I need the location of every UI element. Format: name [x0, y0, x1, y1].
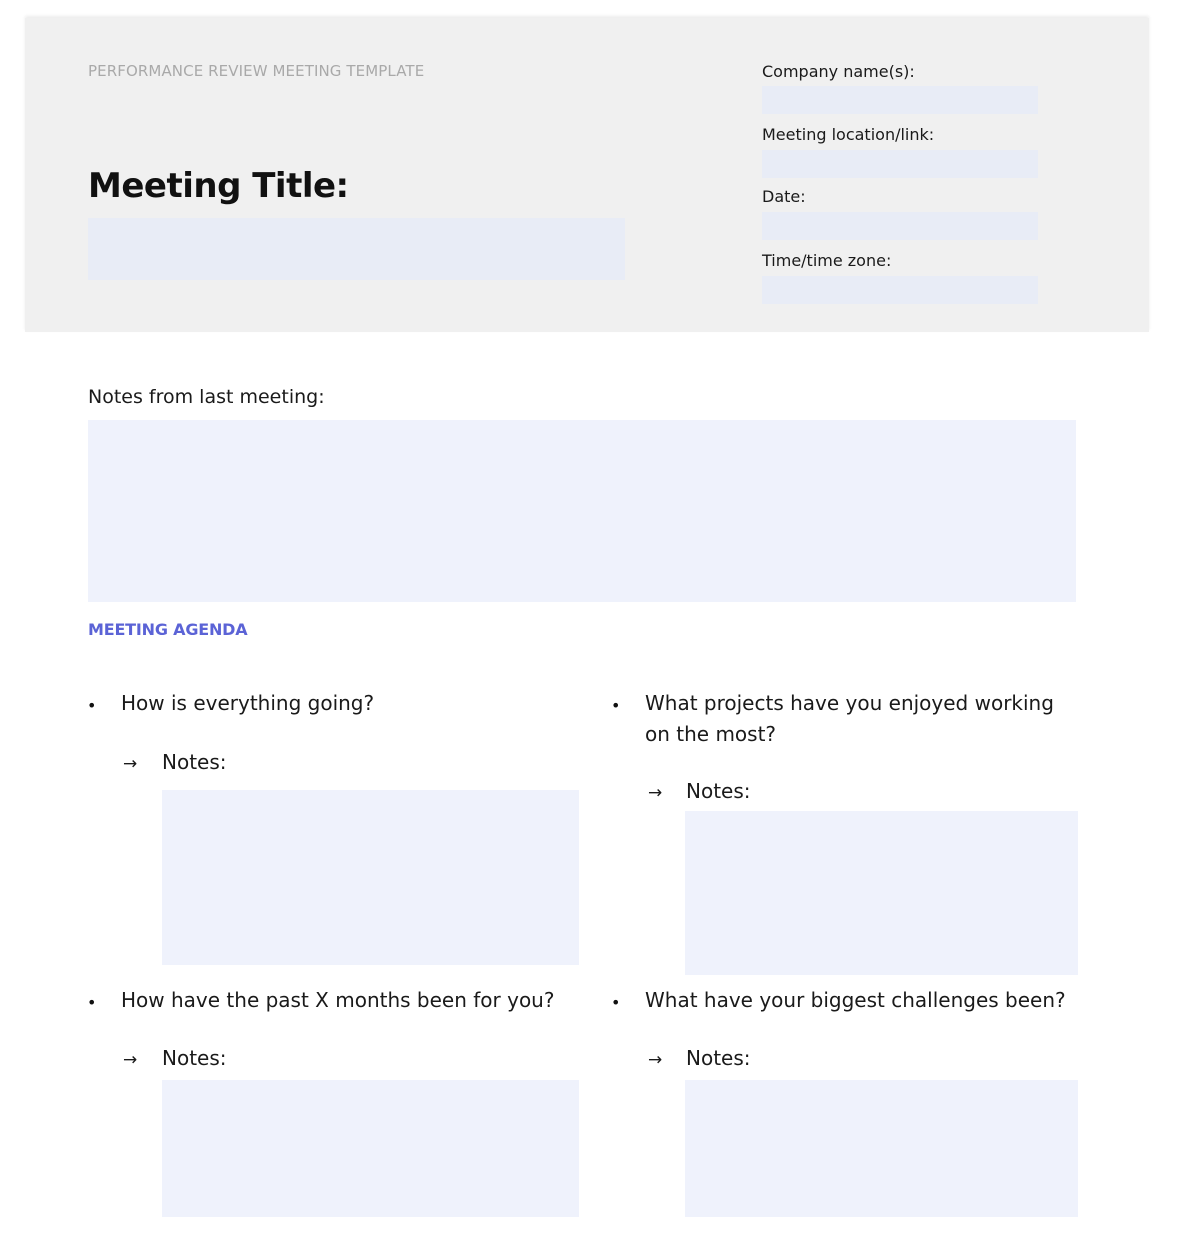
agenda-question: What projects have you enjoyed working on the most? [645, 691, 1054, 746]
notes-label: Notes: [162, 1046, 227, 1070]
template-label: PERFORMANCE REVIEW MEETING TEMPLATE [88, 62, 425, 80]
company-name-label: Company name(s): [762, 62, 915, 81]
bullet-icon: • [611, 993, 621, 1012]
bullet-icon: • [611, 696, 621, 715]
notes-label: Notes: [686, 1046, 751, 1070]
agenda-heading: MEETING AGENDA [88, 620, 248, 639]
agenda-notes-field[interactable] [162, 790, 579, 965]
arrow-right-icon: → [123, 754, 138, 774]
agenda-notes-field[interactable] [685, 1080, 1078, 1217]
bullet-icon: • [87, 696, 97, 715]
time-zone-label: Time/time zone: [762, 251, 892, 270]
company-name-field[interactable] [762, 86, 1038, 114]
notes-label: Notes: [162, 750, 227, 774]
arrow-right-icon: → [648, 783, 663, 803]
arrow-right-icon: → [123, 1050, 138, 1070]
agenda-question: What have your biggest challenges been? [645, 988, 1066, 1012]
date-field[interactable] [762, 212, 1038, 240]
date-label: Date: [762, 187, 806, 206]
last-meeting-notes-field[interactable] [88, 420, 1076, 602]
time-zone-field[interactable] [762, 276, 1038, 304]
meeting-location-field[interactable] [762, 150, 1038, 178]
meeting-title-label: Meeting Title: [88, 166, 349, 206]
meeting-title-field[interactable] [88, 218, 625, 280]
bullet-icon: • [87, 993, 97, 1012]
agenda-question: How is everything going? [121, 691, 375, 715]
arrow-right-icon: → [648, 1050, 663, 1070]
last-meeting-notes-label: Notes from last meeting: [88, 386, 325, 408]
meeting-location-label: Meeting location/link: [762, 125, 935, 144]
agenda-notes-field[interactable] [685, 811, 1078, 975]
agenda-notes-field[interactable] [162, 1080, 579, 1217]
agenda-question: How have the past X months been for you? [121, 988, 555, 1012]
notes-label: Notes: [686, 779, 751, 803]
